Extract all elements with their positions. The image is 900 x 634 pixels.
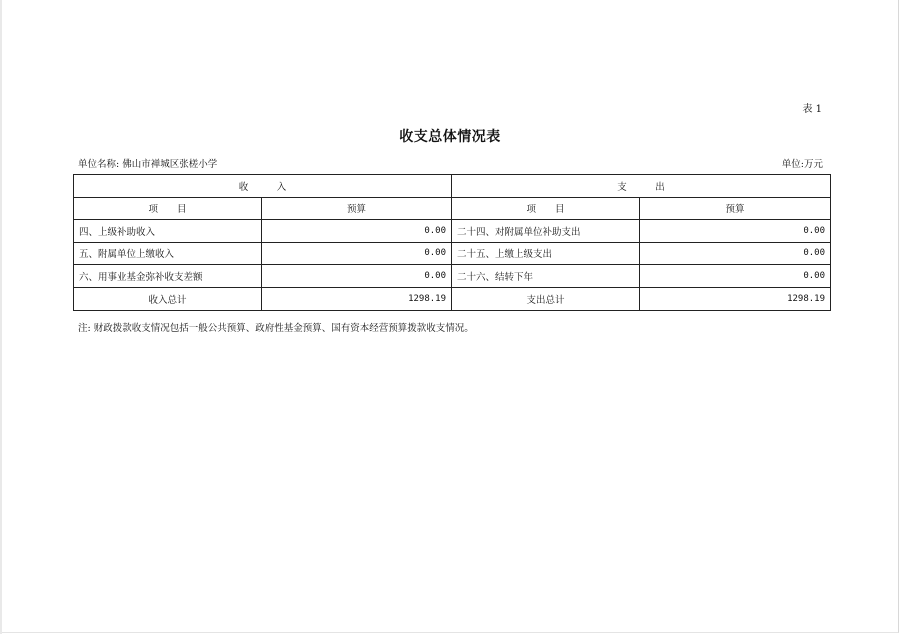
table-number-label: 表 1 xyxy=(802,104,822,115)
income-budget: 0.00 xyxy=(262,220,452,243)
income-item-header: 项 目 xyxy=(74,197,262,220)
income-budget: 0.00 xyxy=(262,242,452,265)
page-edge-shadow xyxy=(0,0,2,634)
income-budget: 0.00 xyxy=(262,265,452,288)
footnote: 注: 财政拨款收支情况包括一般公共预算、政府性基金预算、国有资本经营预算拨款收支情况。 xyxy=(78,323,474,334)
income-item: 六、用事业基金弥补收支差额 xyxy=(74,265,262,288)
income-total-value: 1298.19 xyxy=(262,287,452,310)
table-row xyxy=(74,220,831,243)
income-item: 四、上级补助收入 xyxy=(74,220,262,243)
total-row xyxy=(74,287,831,310)
expense-section-header: 支 出 xyxy=(452,175,831,198)
expense-budget-header: 预算 xyxy=(640,197,831,220)
expense-item: 二十六、结转下年 xyxy=(452,265,640,288)
expense-item: 二十五、上缴上级支出 xyxy=(452,242,640,265)
table-row xyxy=(74,242,831,265)
expense-budget: 0.00 xyxy=(640,242,831,265)
column-header-row xyxy=(74,197,831,220)
income-item: 五、附属单位上缴收入 xyxy=(74,242,262,265)
expense-total-label: 支出总计 xyxy=(452,287,640,310)
income-budget-header: 预算 xyxy=(262,197,452,220)
income-total-label: 收入总计 xyxy=(74,287,262,310)
expense-item: 二十四、对附属单位补助支出 xyxy=(452,220,640,243)
expense-budget: 0.00 xyxy=(640,220,831,243)
table-row xyxy=(74,265,831,288)
expense-item-header: 项 目 xyxy=(452,197,640,220)
income-expense-table xyxy=(73,174,831,311)
income-section-header: 收 入 xyxy=(74,175,452,198)
expense-budget: 0.00 xyxy=(640,265,831,288)
unit-measure: 单位:万元 xyxy=(781,159,823,170)
meta-row xyxy=(78,156,823,170)
unit-name: 单位名称: 佛山市禅城区张槎小学 xyxy=(78,159,218,170)
expense-total-value: 1298.19 xyxy=(640,287,831,310)
section-header-row xyxy=(74,175,831,198)
page-title: 收支总体情况表 xyxy=(399,129,501,145)
